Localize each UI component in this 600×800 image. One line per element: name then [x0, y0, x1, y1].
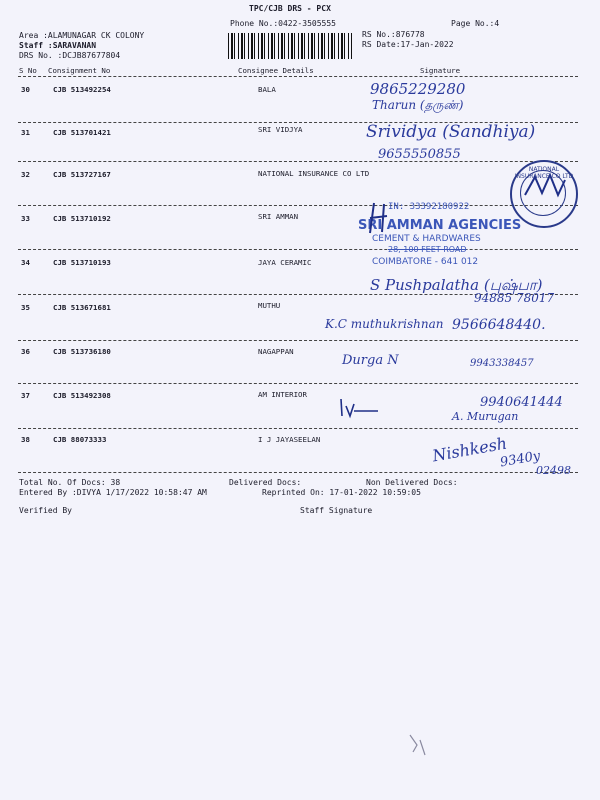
verified-by: Verified By: [19, 506, 72, 515]
row-sno: 30: [21, 85, 30, 94]
row-sno: 34: [21, 258, 30, 267]
row-consignment: CJB 513710192: [53, 214, 111, 223]
row-consignment: CJB 513492254: [53, 85, 111, 94]
reprinted-on: Reprinted On: 17-01-2022 10:59:05: [262, 488, 421, 497]
col-consignee: Consignee Details: [238, 66, 314, 75]
handwritten-signature: A. Murugan: [452, 410, 519, 423]
stamp-company: SRI AMMAN AGENCIES: [358, 218, 522, 233]
area: Area :ALAMUNAGAR CK COLONY: [19, 31, 145, 40]
handwritten-signature: [338, 396, 388, 421]
handwritten-phone: 9566648440.: [452, 317, 546, 333]
delivered-docs: Delivered Docs:: [229, 478, 302, 487]
row-consignment: CJB 513671681: [53, 303, 111, 312]
rs-number: RS No.:876778: [362, 30, 425, 39]
non-delivered-docs: Non Delivered Docs:: [366, 478, 458, 487]
seal-text: NATIONAL INSURANCE CO LTD: [514, 166, 574, 180]
handwritten-phone: 9865229280: [370, 80, 466, 98]
phone-number: Phone No.:0422-3505555: [230, 19, 336, 28]
row-consignment: CJB 513492308: [53, 391, 111, 400]
handwritten-signature: S Pushpalatha (புஷ்பா): [370, 276, 543, 294]
page-number: Page No.:4: [451, 19, 500, 28]
total-docs: Total No. Of Docs: 38: [19, 478, 121, 487]
col-sno: S No: [19, 66, 37, 75]
stamp-address: 28, 100 FEET ROAD: [388, 245, 467, 254]
drs-number: DRS No. :DCJB87677804: [19, 51, 121, 60]
entered-by: Entered By :DIVYA 1/17/2022 10:58:47 AM: [19, 488, 207, 497]
stamp-line: CEMENT & HARDWARES: [372, 234, 481, 244]
staff: [19, 41, 96, 50]
handwritten-signature: [362, 198, 402, 238]
divider: [18, 472, 578, 473]
row-consignment: CJB 513736180: [53, 347, 111, 356]
handwritten-signature: Durga N: [342, 353, 399, 368]
row-consignee: SRI AMMAN: [258, 212, 299, 221]
row-consignment: CJB 513701421: [53, 128, 111, 137]
row-sno: 35: [21, 303, 30, 312]
handwritten-phone: 9655550855: [378, 147, 461, 162]
rs-date: RS Date:17-Jan-2022: [362, 40, 454, 49]
row-consignee: I J JAYASEELAN: [258, 435, 321, 444]
row-consignment: CJB 513727167: [53, 170, 111, 179]
handwritten-code: 9340y: [499, 448, 542, 471]
row-sno: 36: [21, 347, 30, 356]
col-signature: Signature: [420, 66, 461, 75]
document-title: TPC/CJB DRS - PCX: [249, 4, 331, 13]
handwritten-signature: Tharun (தருண்): [372, 98, 464, 112]
row-sno: 33: [21, 214, 30, 223]
row-consignee: JAYA CERAMIC: [258, 258, 312, 267]
divider: [18, 76, 578, 77]
row-consignment: CJB 88073333: [53, 435, 107, 444]
row-consignee: AM INTERIOR: [258, 390, 307, 399]
staff-signature: Staff Signature: [300, 506, 373, 515]
row-sno: 32: [21, 170, 30, 179]
handwritten-signature: Srividya (Sandhiya): [366, 122, 536, 142]
row-consignee: MUTHU: [258, 301, 281, 310]
staff-name: SARAVANAN: [52, 41, 97, 50]
handwritten-phone: 9943338457: [470, 358, 534, 369]
handwritten-code: 02498: [536, 464, 571, 477]
row-sno: 38: [21, 435, 30, 444]
row-consignee: NAGAPPAN: [258, 347, 294, 356]
handwritten-phone: 94885 78017: [474, 291, 555, 305]
handwritten-phone: 9940641444: [480, 395, 563, 410]
divider: [18, 161, 578, 162]
row-consignee: SRI VIDJYA: [258, 125, 303, 134]
divider: [18, 340, 578, 341]
row-consignee: BALA: [258, 85, 276, 94]
staff-label: Staff :: [19, 41, 53, 50]
row-consignee: NATIONAL INSURANCE CO LTD: [258, 169, 370, 178]
barcode: [228, 33, 352, 59]
col-consignment: Consignment No: [48, 66, 111, 75]
handwritten-signature: Nishkesh: [430, 433, 509, 466]
stamp-city: COIMBATORE - 641 012: [372, 257, 479, 267]
divider: [18, 383, 578, 384]
row-sno: 37: [21, 391, 30, 400]
stamp-gstin: IN: 33392180922: [388, 202, 470, 212]
row-sno: 31: [21, 128, 30, 137]
ink-smudge: [405, 730, 435, 760]
handwritten-signature: K.C muthukrishnan: [325, 317, 444, 331]
row-consignment: CJB 513710193: [53, 258, 111, 267]
divider: [18, 428, 578, 429]
